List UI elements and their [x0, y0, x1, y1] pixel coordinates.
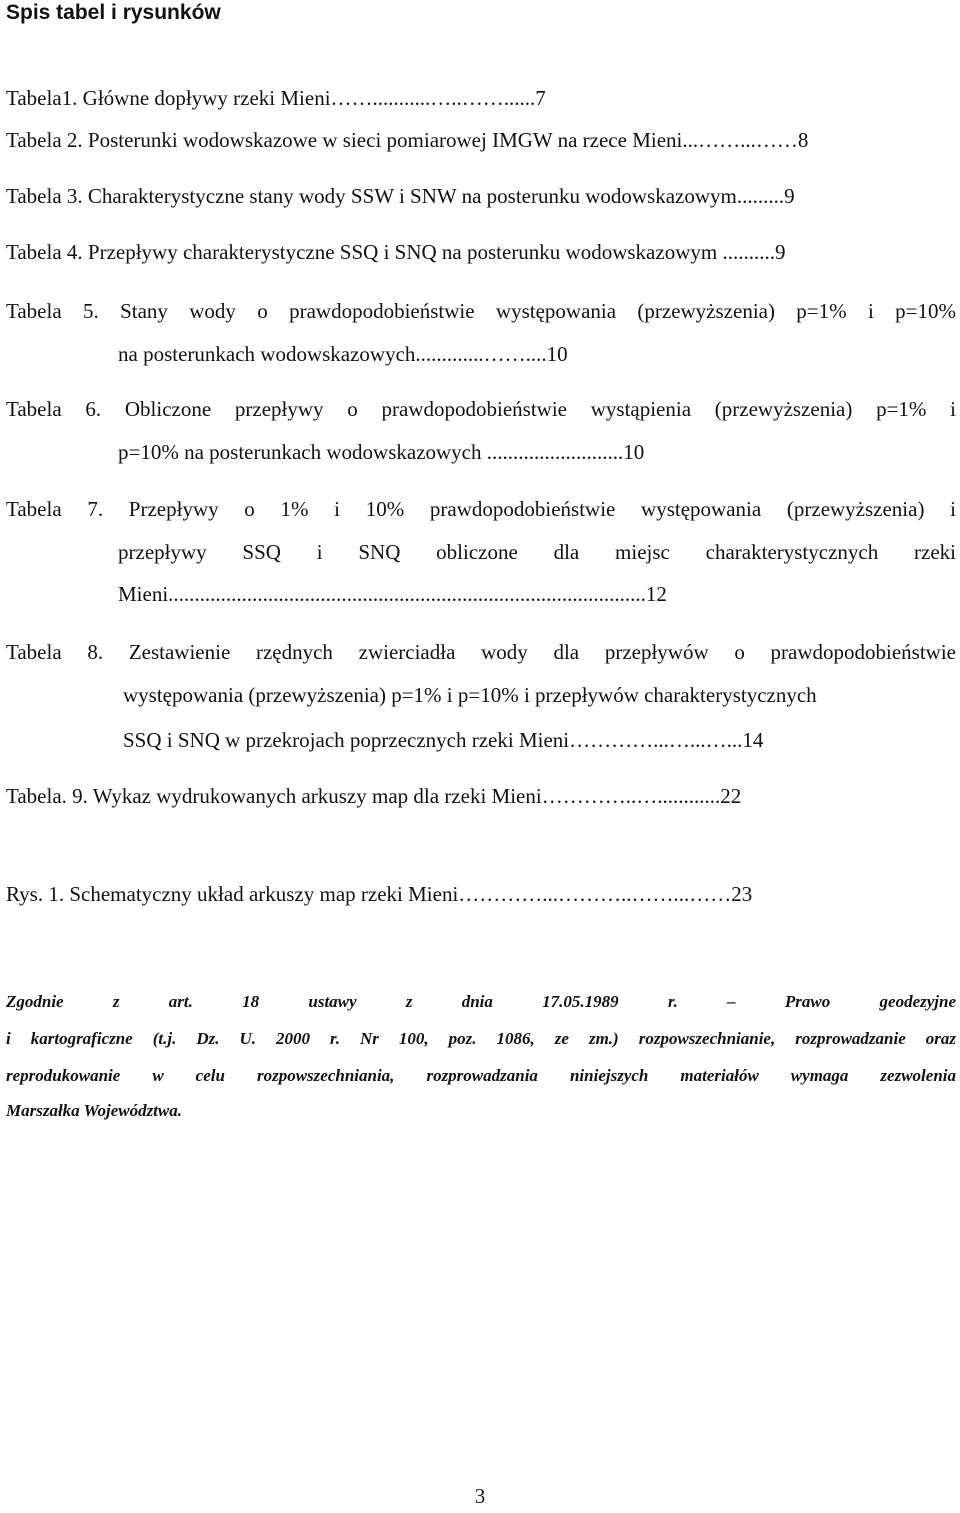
- toc-entry-line: Tabela 5. Stany wody o prawdopodobieństwie występowania (przewyższenia) p=1% i p=10%: [6, 299, 956, 323]
- toc-entry-line: Tabela 8. Zestawienie rzędnych zwierciadła wody dla przepływów o prawdopodobieństwie: [6, 640, 956, 664]
- toc-entry-table-1[interactable]: [6, 85, 956, 111]
- toc-entry-line: Tabela 3. Charakterystyczne stany wody SSW i SNW na posterunku wodowskazowym.........9: [6, 184, 795, 208]
- toc-entry-continuation: p=10% na posterunkach wodowskazowych ..........................10: [118, 440, 645, 464]
- toc-entry-line: Tabela1. Główne dopływy rzeki Mieni……...........…..……......7: [6, 86, 546, 110]
- toc-entry-line: Tabela 2. Posterunki wodowskazowe w sieci pomiarowej IMGW na rzece Mieni...……...……8: [6, 128, 809, 152]
- toc-entry-line: Tabela. 9. Wykaz wydrukowanych arkuszy map dla rzeki Mieni…………..…............22: [6, 784, 742, 808]
- toc-entry-table-3[interactable]: [6, 183, 956, 209]
- toc-entry-table-9[interactable]: [6, 783, 956, 809]
- legal-notice-line: i kartograficzne (t.j. Dz. U. 2000 r. Nr 100, poz. 1086, ze zm.) rozpowszechnianie, rozprowadzanie oraz: [6, 1029, 956, 1048]
- list-heading: Spis tabel i rysunków: [6, 1, 221, 24]
- toc-entry-continuation: na posterunkach wodowskazowych.............……....10: [118, 342, 568, 366]
- legal-notice-line: Marszałka Województwa.: [6, 1101, 183, 1120]
- toc-entry-continuation: SSQ i SNQ w przekrojach poprzecznych rzeki Mieni…………...…...…...14: [123, 728, 764, 752]
- toc-entry-continuation: Mieni...........................................................................................12: [118, 582, 667, 606]
- page-number: 3: [474, 1484, 486, 1508]
- toc-entry-table-4[interactable]: [6, 239, 956, 265]
- toc-entry-line: Tabela 7. Przepływy o 1% i 10% prawdopodobieństwie występowania (przewyższenia) i: [6, 497, 956, 521]
- toc-entry-table-2[interactable]: [6, 127, 956, 153]
- toc-entry-line: Rys. 1. Schematyczny układ arkuszy map rzeki Mieni…………...………..……...……23: [6, 882, 753, 906]
- toc-entry-figure-1[interactable]: [6, 881, 956, 907]
- legal-notice-line: Zgodnie z art. 18 ustawy z dnia 17.05.1989 r. – Prawo geodezyjne: [6, 992, 956, 1011]
- toc-entry-continuation: występowania (przewyższenia) p=1% i p=10% i przepływów charakterystycznych: [123, 683, 817, 707]
- toc-entry-line: Tabela 4. Przepływy charakterystyczne SSQ i SNQ na posterunku wodowskazowym ..........9: [6, 240, 786, 264]
- toc-entry-line: Tabela 6. Obliczone przepływy o prawdopodobieństwie wystąpienia (przewyższenia) p=1% i: [6, 397, 956, 421]
- legal-notice-line: reprodukowanie w celu rozpowszechniania, rozprowadzania niniejszych materiałów wymaga zezwolenia: [6, 1066, 956, 1085]
- toc-entry-continuation: przepływy SSQ i SNQ obliczone dla miejsc charakterystycznych rzeki: [118, 540, 956, 564]
